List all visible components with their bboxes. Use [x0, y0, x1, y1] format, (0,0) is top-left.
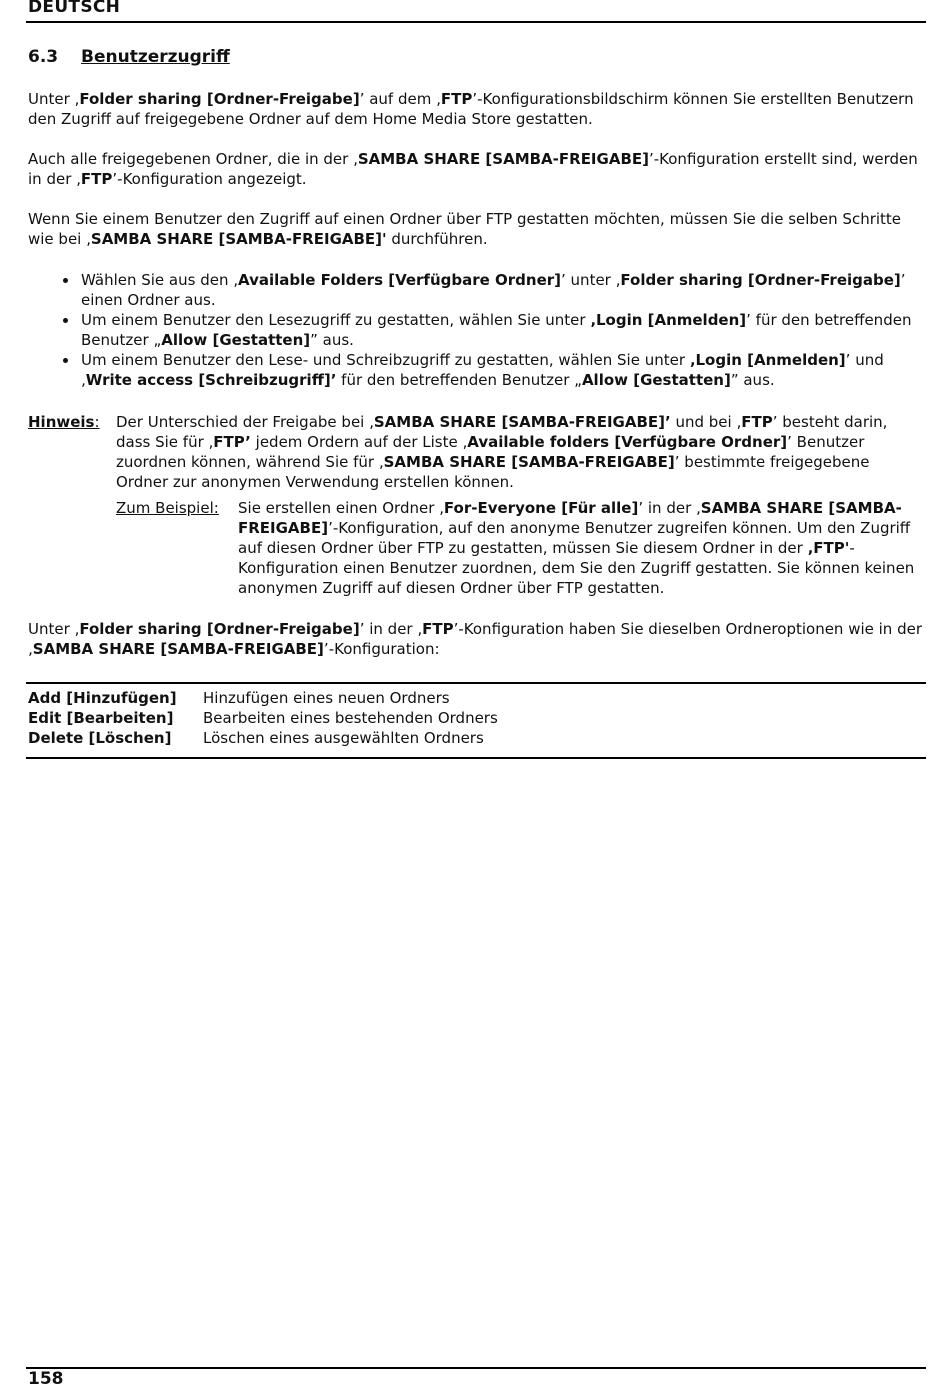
note-body: Der Unterschied der Freigabe bei ‚SAMBA SHARE [SAMBA-FREIGABE]’ und bei ‚FTP’ besteht darin, dass Sie für ‚FTP’ jedem Ordern auf der Liste ‚Available folders [Verfügbare Ordner]’ Benutzer zuordnen können, während Sie für ‚SAMBA SHARE [SAMBA-FREIGABE]’ bestimmte freigegebene Ordner zur anonymen Verwendung erstellen können. — [116, 413, 888, 491]
table-bottom-divider — [26, 757, 926, 759]
table-cell-command: Delete [Löschen] — [28, 729, 172, 747]
table-row — [28, 688, 498, 708]
note-label: Hinweis: — [28, 413, 100, 431]
section-title: Benutzerzugriff — [81, 47, 230, 67]
table-row — [28, 708, 498, 728]
paragraph-folder-options: Unter ‚Folder sharing [Ordner-Freigabe]’ in der ‚FTP’-Konfiguration haben Sie dieselben Ordneroptionen wie in der ‚SAMBA SHARE [SAMBA-FREIGABE]’-Konfiguration: — [28, 620, 922, 658]
paragraph-samba-folders: Auch alle freigegebenen Ordner, die in der ‚SAMBA SHARE [SAMBA-FREIGABE]’-Konfiguration erstellt sind, werden in der ‚FTP’-Konfiguration angezeigt. — [28, 150, 918, 188]
page-number: 158 — [28, 1369, 64, 1389]
section-heading — [28, 45, 230, 69]
table-cell-description: Löschen eines ausgewählten Ordners — [203, 729, 484, 747]
table-top-divider — [26, 682, 926, 684]
folder-options-table — [28, 688, 498, 748]
table-cell-command: Add [Hinzufügen] — [28, 689, 177, 707]
list-item: Um einem Benutzer den Lese- und Schreibzugriff zu gestatten, wählen Sie unter ‚Login [Anmelden]’ und ‚Write access [Schreibzugriff]’ für den betreffenden Benutzer „Allow [Gestatten]” aus. — [28, 350, 928, 390]
section-number: 6.3 — [28, 47, 59, 67]
paragraph-intro: Unter ‚Folder sharing [Ordner-Freigabe]’ auf dem ‚FTP’-Konfigurationsbildschirm können Sie erstellten Benutzern den Zugriff auf freigegebene Ordner auf dem Home Media Store gestatten. — [28, 90, 914, 128]
example-body: Sie erstellen einen Ordner ‚For-Everyone [Für alle]’ in der ‚SAMBA SHARE [SAMBA-FREIGABE]’-Konfiguration, auf den anonyme Benutzer zugreifen können. Um den Zugriff auf diesen Ordner über FTP zu gestatten, müssen Sie diesem Ordner in der ‚FTP'-Konfiguration einen Benutzer zuordnen, dem Sie den Zugriff gestatten. Sie können keinen anonymen Zugriff auf diesen Ordner über FTP gestatten. — [238, 499, 915, 597]
table-cell-description: Hinzufügen eines neuen Ordners — [203, 689, 450, 707]
header-language-label: DEUTSCH — [28, 0, 121, 17]
list-item: Um einem Benutzer den Lesezugriff zu gestatten, wählen Sie unter ‚Login [Anmelden]’ für den betreffenden Benutzer „Allow [Gestatten]” aus. — [28, 310, 928, 350]
header-divider — [26, 21, 926, 23]
steps-list — [28, 270, 928, 390]
table-row — [28, 728, 498, 748]
list-item: Wählen Sie aus den ‚Available Folders [Verfügbare Ordner]’ unter ‚Folder sharing [Ordner-Freigabe]’ einen Ordner aus. — [28, 270, 928, 310]
footer-divider — [26, 1367, 926, 1369]
example-label: Zum Beispiel: — [116, 499, 219, 517]
paragraph-ftp-steps: Wenn Sie einem Benutzer den Zugriff auf einen Ordner über FTP gestatten möchten, müssen Sie die selben Schritte wie bei ‚SAMBA SHARE [SAMBA-FREIGABE]' durchführen. — [28, 210, 902, 248]
table-cell-command: Edit [Bearbeiten] — [28, 709, 174, 727]
table-cell-description: Bearbeiten eines bestehenden Ordners — [203, 709, 498, 727]
